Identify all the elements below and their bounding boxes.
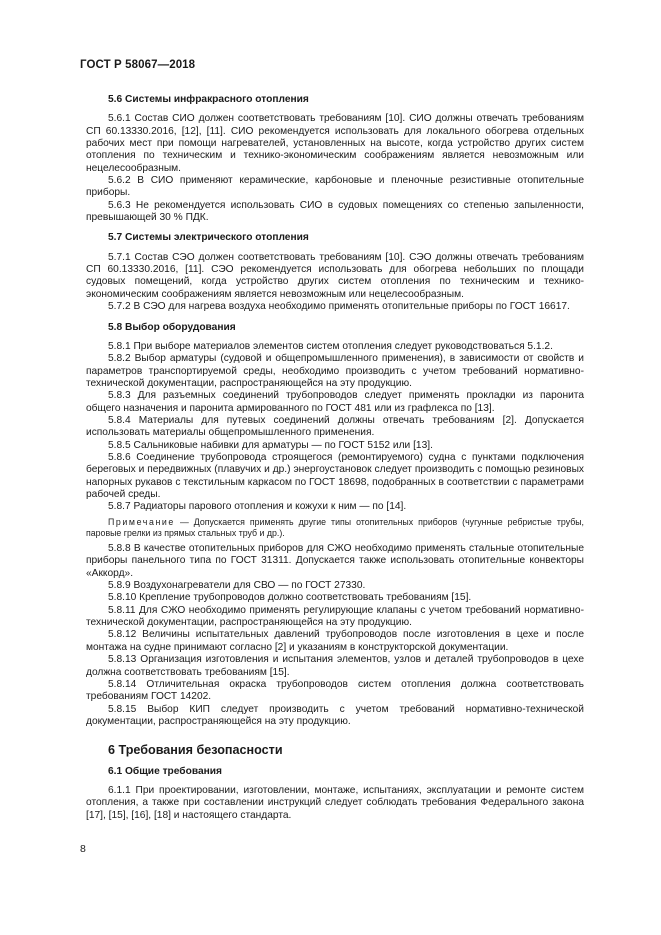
paragraph-5-8-4: 5.8.4 Материалы для путевых соединений должны отвечать требованиям [2]. Допускается использовать материалы общепромышленного применения. bbox=[86, 414, 584, 439]
paragraph-5-6-3: 5.6.3 Не рекомендуется использовать СИО в судовых помещениях со степенью запыленности, превышающей 30 % ПДК. bbox=[86, 199, 584, 224]
paragraph-5-8-13: 5.8.13 Организация изготовления и испытания элементов, узлов и деталей трубопроводов в цехе должна соответствовать требованиям [15]. bbox=[86, 654, 584, 678]
paragraph-5-8-5: 5.8.5 Сальниковые набивки для арматуры — по ГОСТ 5152 или [13]. bbox=[108, 439, 433, 451]
section-heading-5-7: 5.7 Системы электрического отопления bbox=[108, 232, 309, 244]
paragraph-5-8-14: 5.8.14 Отличительная окраска трубопроводов систем отопления должна соответствовать требованиям ГОСТ 14202. bbox=[86, 678, 584, 703]
paragraph-6-1-1: 6.1.1 При проектировании, изготовлении, монтаже, испытаниях, эксплуатации и ремонте систем отопления, а также при составлении инструкций следует соблюдать требования Федерального закона [17], [15], [16], [18] и настоящего стандарта. bbox=[86, 784, 584, 821]
paragraph-5-8-3: 5.8.3 Для разъемных соединений трубопроводов следует применять прокладки из паронита общего назначения и паронита армированного по ГОСТ 481 или из графлекса по [13]. bbox=[86, 390, 584, 414]
paragraph-5-8-15: 5.8.15 Выбор КИП следует производить с учетом требований нормативно-технической документации, распространяющейся на эту продукцию. bbox=[86, 703, 584, 727]
paragraph-5-8-11: 5.8.11 Для СЖО необходимо применять регулирующие клапаны с учетом требований нормативно-технической документации, распространяющейся на эту продукцию. bbox=[86, 604, 584, 629]
paragraph-5-7-1: 5.7.1 Состав СЭО должен соответствовать требованиям [10]. СЭО должны отвечать требованиям СП 60.13330.2016, [11]. СЭО рекомендуется использовать для обогрева небольших по площади судовых помещений, когда устройство других систем отопления по техническим и технико-экономическим соображениям является невозможным или нецелесообразным. bbox=[86, 251, 584, 300]
paragraph-5-8-9: 5.8.9 Воздухонагреватели для СВО — по ГОСТ 27330. bbox=[108, 580, 366, 592]
paragraph-5-7-2: 5.7.2 В СЭО для нагрева воздуха необходимо применять отопительные приборы по ГОСТ 16617. bbox=[108, 301, 570, 313]
section-heading-5-6: 5.6 Системы инфракрасного отопления bbox=[108, 94, 309, 105]
note bbox=[86, 517, 584, 539]
paragraph-5-8-8: 5.8.8 В качестве отопительных приборов для СЖО необходимо применять стальные отопительные приборы панельного типа по ГОСТ 31311. Допускается также использовать отопительные конвекторы «Аккорд». bbox=[86, 543, 584, 579]
section-heading-6: 6 Требования безопасности bbox=[108, 743, 283, 758]
paragraph-5-6-2: 5.6.2 В СИО применяют керамические, карбоновые и пленочные резистивные отопительные приборы. bbox=[86, 175, 584, 199]
section-heading-6-1: 6.1 Общие требования bbox=[108, 765, 222, 777]
note-label: Примечание bbox=[108, 516, 175, 527]
page-number: 8 bbox=[80, 843, 86, 855]
paragraph-5-8-12: 5.8.12 Величины испытательных давлений трубопроводов после изготовления в цехе и после монтажа на судне принимают согласно [2] и указаниям в конструкторской документации. bbox=[86, 629, 584, 653]
section-heading-5-8: 5.8 Выбор оборудования bbox=[108, 321, 236, 333]
paragraph-5-8-1: 5.8.1 При выборе материалов элементов систем отопления следует руководствоваться 5.1.2. bbox=[108, 340, 553, 352]
paragraph-5-6-1: 5.6.1 Состав СИО должен соответствовать требованиям [10]. СИО должны отвечать требованиям СП 60.13330.2016, [12], [11]. СИО рекомендуется использовать для локального обогрева отдельных рабочих мест при помощи нагревателей, установленных на высоте, когда устройство других систем отопления по техническим и технико-экономическим соображениям является невозможным или нецелесообразным. bbox=[86, 113, 584, 174]
paragraph-5-8-10: 5.8.10 Крепление трубопроводов должно соответствовать требованиям [15]. bbox=[108, 592, 472, 604]
paragraph-5-8-6: 5.8.6 Соединение трубопровода строящегося (ремонтируемого) судна с пунктами подключения береговых и передвижных (плавучих и др.) энергоустановок следует производить с помощью резиновых напорных рукавов с текстильным каркасом по ГОСТ 18698, подобранных в соответствии с параметрами рабочей среды. bbox=[86, 451, 584, 500]
document-code-header: ГОСТ Р 58067—2018 bbox=[80, 59, 196, 71]
paragraph-5-8-7: 5.8.7 Радиаторы парового отопления и кожухи к ним — по [14]. bbox=[108, 501, 407, 513]
note-text: — Допускается применять другие типы отопительных приборов (чугунные ребристые трубы, паровые грелки из прямых стальных труб и др.). bbox=[86, 516, 584, 538]
document-body bbox=[86, 94, 584, 822]
paragraph-5-8-2: 5.8.2 Выбор арматуры (судовой и общепромышленного применения), в зависимости от свойств и параметров транспортируемой среды, необходимо производить с учетом требований нормативно-технической документации, распространяющейся на эту продукцию. bbox=[86, 353, 584, 389]
